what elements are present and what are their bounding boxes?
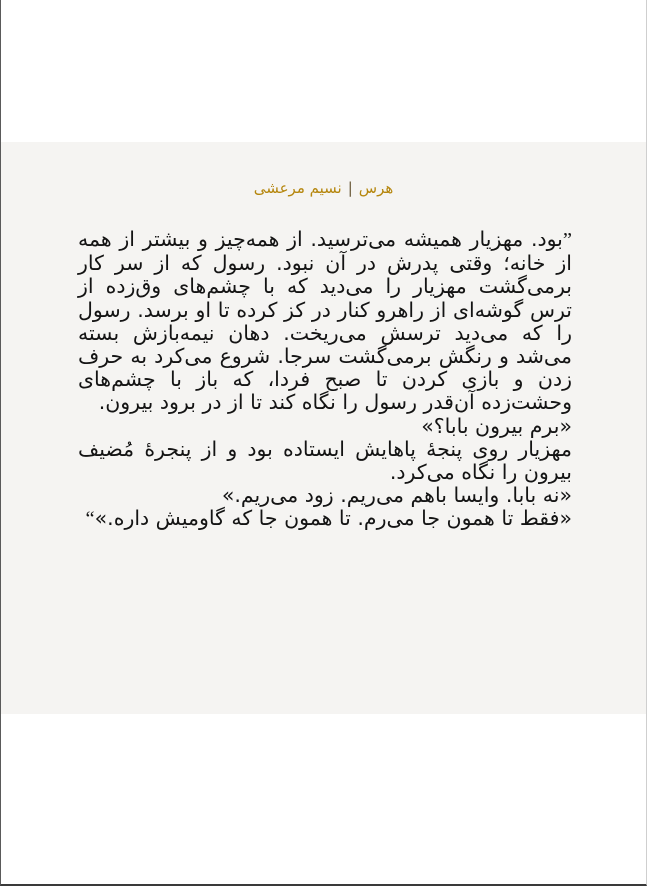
story-title: هرس <box>358 179 394 197</box>
header-separator: | <box>347 179 353 197</box>
paragraph-2: «برم بیرون بابا؟» <box>421 413 572 438</box>
closing-quote-mark: “ <box>85 508 95 531</box>
paragraph-1-text: بود. مهزیار همیشه می‌ترسید. از همه‌چیز و بیشتر از همه از خانه؛ وقتی پدرش در آن نبود. رسول که از سر کار برمی‌گشت مهزیار را می‌دید که با چشم‌های وق‌زده از ترس گوشه‌ای از راهرو کنار در کز کرده تا او برسد. رسول را که می‌دید ترسش می‌ریخت. دهان نیمه‌بازش بسته می‌شد و رنگش برمی‌گشت سرجا. شروع می‌کرد به حرف زدن و بازی کردن تا صبح فردا، که باز با چشم‌های وحشت‌زده آن‌قدر رسول را نگاه کند تا از در برود بیرون. <box>78 227 572 415</box>
paragraph-1 <box>78 228 572 415</box>
paragraph-4: «نه بابا. وایسا باهم می‌ریم. زود می‌ریم.» <box>221 483 572 508</box>
paragraph-5-text: «فقط تا همون جا می‌رم. تا همون جا که گاومیش داره.» <box>94 506 572 531</box>
opening-quote-mark: ” <box>562 229 572 251</box>
author-name: نسیم مرعشی <box>253 179 342 197</box>
book-header <box>0 177 647 199</box>
paragraph-3: مهزیار روی پنجهٔ پاهایش ایستاده بود و از پنجرهٔ مُضیف بیرون را نگاه می‌کرد. <box>78 436 572 485</box>
paragraph-5 <box>78 507 572 531</box>
quote-passage <box>78 228 572 532</box>
